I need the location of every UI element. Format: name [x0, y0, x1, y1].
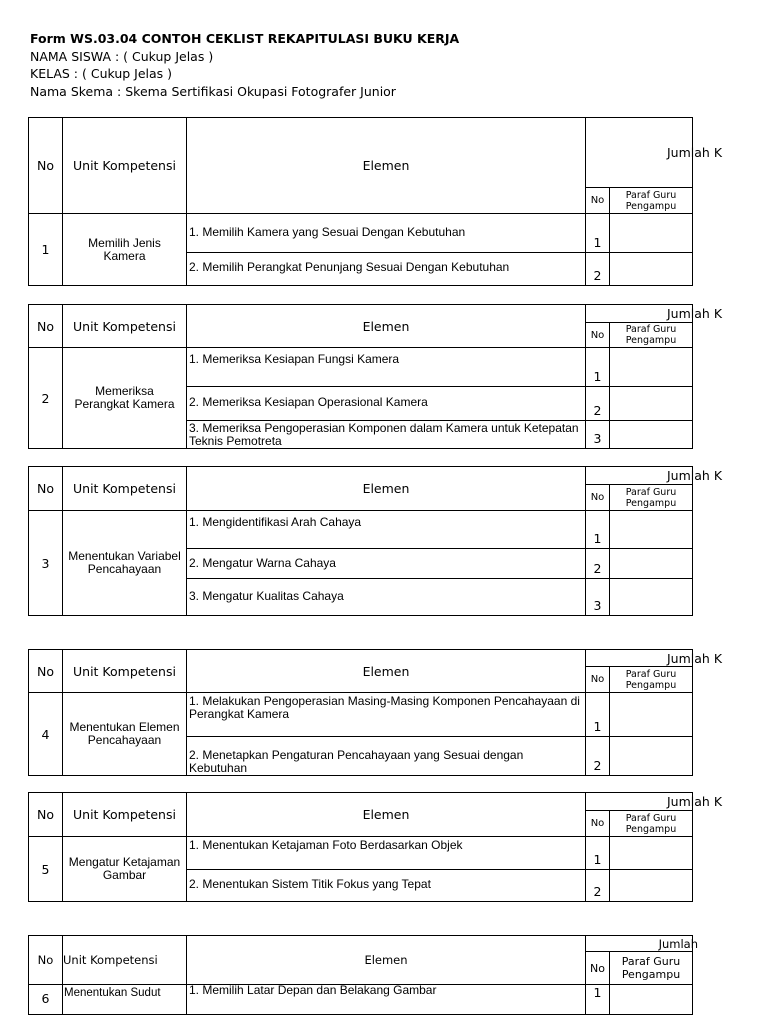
header-no: No — [29, 118, 63, 214]
header-elemen: Elemen — [187, 118, 586, 214]
header-jumlah: Jumlah K — [586, 305, 693, 323]
element-text: 2. Menentukan Sistem Titik Fokus yang Tepat — [187, 870, 586, 902]
element-no: 2 — [586, 253, 610, 286]
form-title: Form WS.03.04 CONTOH CEKLIST REKAPITULASI BUKU KERJA — [30, 31, 460, 46]
unit-no: 2 — [29, 348, 63, 449]
unit-table-5 — [28, 792, 723, 902]
element-text: 1. Melakukan Pengoperasian Masing-Masing Komponen Pencahayaan di Perangkat Kamera — [187, 693, 586, 737]
header-no: No — [29, 467, 63, 511]
element-no: 2 — [586, 870, 610, 902]
paraf-cell[interactable] — [610, 421, 693, 449]
element-no: 1 — [586, 348, 610, 387]
header-elemen: Elemen — [187, 467, 586, 511]
element-text: 1. Memilih Kamera yang Sesuai Dengan Kebutuhan — [187, 214, 586, 253]
header-unit-kompetensi: Unit Kompetensi — [63, 936, 187, 985]
paraf-cell[interactable] — [610, 870, 693, 902]
header-sub-no: No — [586, 811, 610, 837]
element-no: 1 — [586, 214, 610, 253]
paraf-cell[interactable] — [610, 549, 693, 579]
header-jumlah: Jumlah K — [586, 467, 693, 485]
paraf-cell[interactable] — [610, 253, 693, 286]
paraf-cell[interactable] — [610, 693, 693, 737]
element-text: 1. Memeriksa Kesiapan Fungsi Kamera — [187, 348, 586, 387]
header-paraf: Paraf Guru Pengampu — [610, 811, 693, 837]
header-unit-kompetensi: Unit Kompetensi — [63, 793, 187, 837]
element-text: 1. Mengidentifikasi Arah Cahaya — [187, 511, 586, 549]
paraf-cell[interactable] — [610, 348, 693, 387]
element-text: 3. Memeriksa Pengoperasian Komponen dalam Kamera untuk Ketepatan Teknis Pemotreta — [187, 421, 586, 449]
element-no: 1 — [586, 693, 610, 737]
element-text: 2. Menetapkan Pengaturan Pencahayaan yang Sesuai dengan Kebutuhan — [187, 737, 586, 776]
nama-siswa-line: NAMA SISWA : ( Cukup Jelas ) — [30, 48, 214, 64]
header-paraf: Paraf Guru Pengampu — [610, 188, 693, 214]
header-sub-no: No — [586, 952, 610, 985]
unit-table-4 — [28, 649, 723, 776]
element-no: 2 — [586, 387, 610, 421]
header-no: No — [29, 305, 63, 348]
unit-name: Memilih Jenis Kamera — [63, 214, 187, 286]
paraf-cell[interactable] — [610, 837, 693, 870]
element-no: 1 — [586, 511, 610, 549]
unit-no: 1 — [29, 214, 63, 286]
header-paraf: Paraf Guru Pengampu — [610, 952, 693, 985]
element-text: 1. Menentukan Ketajaman Foto Berdasarkan Objek — [187, 837, 586, 870]
paraf-cell[interactable] — [610, 737, 693, 776]
element-text: 2. Mengatur Warna Cahaya — [187, 549, 586, 579]
nama-skema-line: Nama Skema : Skema Sertifikasi Okupasi Fotografer Junior — [30, 83, 396, 99]
header-sub-no: No — [586, 323, 610, 348]
paraf-cell[interactable] — [610, 985, 693, 1015]
header-elemen: Elemen — [187, 936, 586, 985]
header-no: No — [29, 650, 63, 693]
header-sub-no: No — [586, 188, 610, 214]
element-no: 2 — [586, 549, 610, 579]
header-no: No — [29, 936, 63, 985]
header-jumlah: Jumlah — [586, 936, 693, 952]
paraf-cell[interactable] — [610, 579, 693, 616]
header-paraf: Paraf Guru Pengampu — [610, 323, 693, 348]
header-jumlah: Jumlah K — [586, 793, 693, 811]
paraf-cell[interactable] — [610, 511, 693, 549]
form-header — [30, 30, 459, 100]
element-no: 2 — [586, 737, 610, 776]
element-no: 1 — [586, 985, 610, 1015]
header-paraf: Paraf Guru Pengampu — [610, 485, 693, 511]
unit-no: 3 — [29, 511, 63, 616]
element-text: 3. Mengatur Kualitas Cahaya — [187, 579, 586, 616]
header-unit-kompetensi: Unit Kompetensi — [63, 118, 187, 214]
header-paraf: Paraf Guru Pengampu — [610, 667, 693, 693]
header-sub-no: No — [586, 485, 610, 511]
unit-name: Mengatur Ketajaman Gambar — [63, 837, 187, 902]
element-no: 1 — [586, 837, 610, 870]
paraf-cell[interactable] — [610, 387, 693, 421]
unit-no: 5 — [29, 837, 63, 902]
header-no: No — [29, 793, 63, 837]
header-elemen: Elemen — [187, 650, 586, 693]
unit-name: Menentukan Elemen Pencahayaan — [63, 693, 187, 776]
unit-table-2 — [28, 304, 723, 449]
header-jumlah: Jumlah K — [586, 650, 693, 667]
header-unit-kompetensi: Unit Kompetensi — [63, 305, 187, 348]
unit-table-1 — [28, 117, 723, 286]
element-text: 1. Memilih Latar Depan dan Belakang Gambar — [187, 985, 586, 1015]
header-elemen: Elemen — [187, 793, 586, 837]
unit-name: Memeriksa Perangkat Kamera — [63, 348, 187, 449]
unit-name: Menentukan Variabel Pencahayaan — [63, 511, 187, 616]
header-unit-kompetensi: Unit Kompetensi — [63, 467, 187, 511]
element-no: 3 — [586, 421, 610, 449]
kelas-line: KELAS : ( Cukup Jelas ) — [30, 66, 173, 81]
unit-table-3 — [28, 466, 723, 616]
header-unit-kompetensi: Unit Kompetensi — [63, 650, 187, 693]
unit-no: 4 — [29, 693, 63, 776]
element-text: 2. Memilih Perangkat Penunjang Sesuai Dengan Kebutuhan — [187, 253, 586, 286]
header-sub-no: No — [586, 667, 610, 693]
element-no: 3 — [586, 579, 610, 616]
header-jumlah: Jumlah K — [586, 118, 693, 188]
header-elemen: Elemen — [187, 305, 586, 348]
element-text: 2. Memeriksa Kesiapan Operasional Kamera — [187, 387, 586, 421]
paraf-cell[interactable] — [610, 214, 693, 253]
unit-name: Menentukan Sudut — [63, 985, 187, 1015]
unit-no: 6 — [29, 985, 63, 1015]
unit-table-6 — [28, 935, 699, 1015]
